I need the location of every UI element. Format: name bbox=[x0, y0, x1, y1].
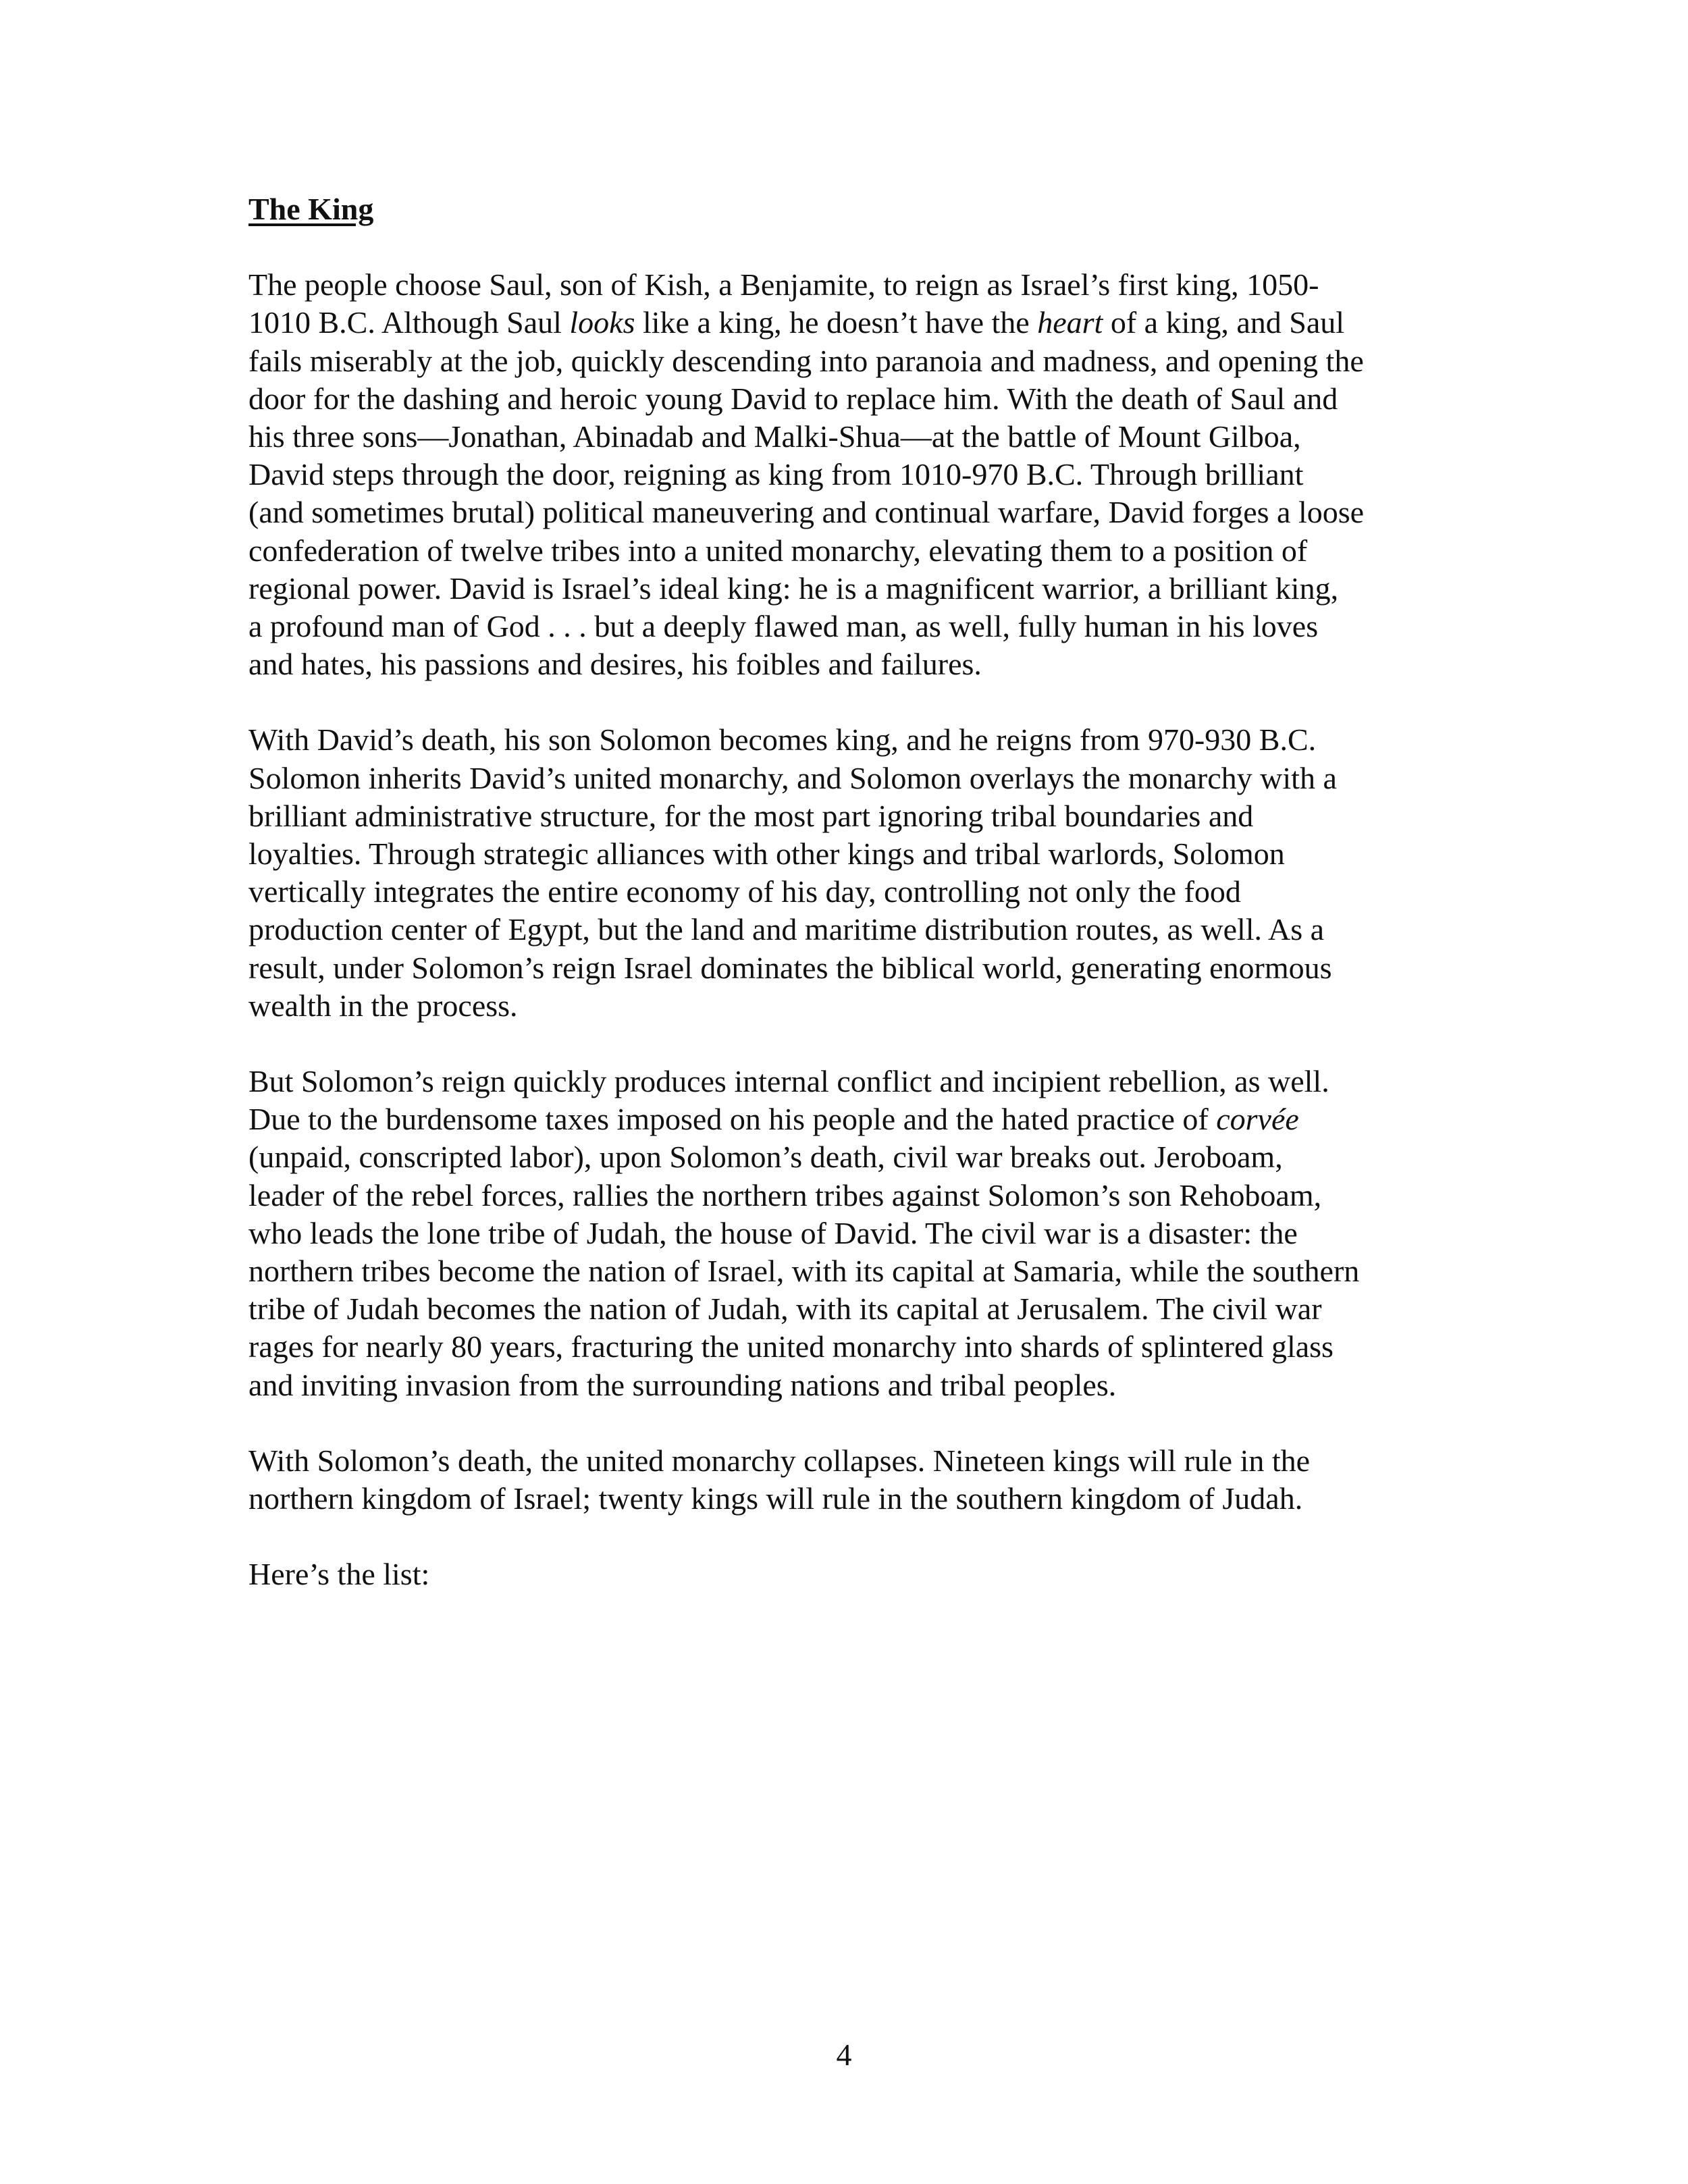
text-line: With Solomon’s death, the united monarchy collapses. Nineteen kings will rule in the bbox=[248, 1443, 1311, 1478]
text-line: brilliant administrative structure, for the most part ignoring tribal boundaries and bbox=[248, 798, 1254, 833]
text-line: tribe of Judah becomes the nation of Judah, with its capital at Jerusalem. The civil war bbox=[248, 1291, 1322, 1327]
text-line: result, under Solomon’s reign Israel dominates the biblical world, generating enormous bbox=[248, 950, 1332, 985]
text-line: vertically integrates the entire economy of his day, controlling not only the food bbox=[248, 874, 1241, 909]
text-line: (unpaid, conscripted labor), upon Solomon’s death, civil war breaks out. Jeroboam, bbox=[248, 1140, 1283, 1175]
text-line: leader of the rebel forces, rallies the northern tribes against Solomon’s son Rehoboam, bbox=[248, 1177, 1322, 1213]
text-line: (and sometimes brutal) political maneuvering and continual warfare, David forges a loose bbox=[248, 495, 1365, 530]
text-line: The people choose Saul, son of Kish, a Benjamite, to reign as Israel’s first king, 1050- bbox=[248, 267, 1319, 302]
text-line: regional power. David is Israel’s ideal king: he is a magnificent warrior, a brilliant king, bbox=[248, 570, 1339, 606]
text-line: With David’s death, his son Solomon becomes king, and he reigns from 970-930 B.C. bbox=[248, 722, 1317, 757]
text-line: wealth in the process. bbox=[248, 988, 518, 1023]
paragraph-saul-david bbox=[248, 266, 1450, 683]
document-body bbox=[248, 190, 1450, 1632]
text-line: rages for nearly 80 years, fracturing the united monarchy into shards of splintered glass bbox=[248, 1329, 1334, 1364]
text-line: a profound man of God . . . but a deeply flawed man, as well, fully human in his loves bbox=[248, 609, 1319, 644]
paragraph-list-intro bbox=[248, 1555, 1450, 1593]
text-line: confederation of twelve tribes into a united monarchy, elevating them to a position of bbox=[248, 533, 1308, 568]
text-line: But Solomon’s reign quickly produces internal conflict and incipient rebellion, as well. bbox=[248, 1064, 1329, 1099]
text-line: Here’s the list: bbox=[248, 1557, 430, 1592]
text-line: 1010 B.C. Although Saul looks like a king, he doesn’t have the heart of a king, and Saul bbox=[248, 305, 1345, 340]
text-line: fails miserably at the job, quickly descending into paranoia and madness, and opening the bbox=[248, 343, 1364, 378]
page-number: 4 bbox=[836, 2037, 852, 2072]
emphasized-word: corvée bbox=[1216, 1102, 1299, 1137]
paragraph-civil-war bbox=[248, 1063, 1450, 1404]
text-line: his three sons—Jonathan, Abinadab and Malki-Shua—at the battle of Mount Gilboa, bbox=[248, 419, 1301, 454]
text-line: door for the dashing and heroic young David to replace him. With the death of Saul and bbox=[248, 381, 1338, 416]
text-line: loyalties. Through strategic alliances with other kings and tribal warlords, Solomon bbox=[248, 836, 1285, 872]
text-line: Due to the burdensome taxes imposed on his people and the hated practice of corvée bbox=[248, 1102, 1299, 1137]
text-line: production center of Egypt, but the land and maritime distribution routes, as well. As a bbox=[248, 912, 1325, 947]
text-line: and hates, his passions and desires, his foibles and failures. bbox=[248, 647, 982, 682]
text-line: and inviting invasion from the surrounding nations and tribal peoples. bbox=[248, 1367, 1117, 1402]
paragraph-solomon bbox=[248, 721, 1450, 1025]
paragraph-monarchy-collapse bbox=[248, 1442, 1450, 1518]
section-heading: The King bbox=[248, 192, 374, 226]
text-line: David steps through the door, reigning as king from 1010-970 B.C. Through brilliant bbox=[248, 457, 1304, 492]
emphasized-word: heart bbox=[1037, 305, 1103, 340]
text-line: northern kingdom of Israel; twenty kings will rule in the southern kingdom of Judah. bbox=[248, 1481, 1303, 1516]
text-line: who leads the lone tribe of Judah, the house of David. The civil war is a disaster: the bbox=[248, 1215, 1298, 1250]
emphasized-word: looks bbox=[569, 305, 635, 340]
text-line: Solomon inherits David’s united monarchy, and Solomon overlays the monarchy with a bbox=[248, 760, 1337, 795]
text-line: northern tribes become the nation of Israel, with its capital at Samaria, while the southern bbox=[248, 1254, 1360, 1289]
